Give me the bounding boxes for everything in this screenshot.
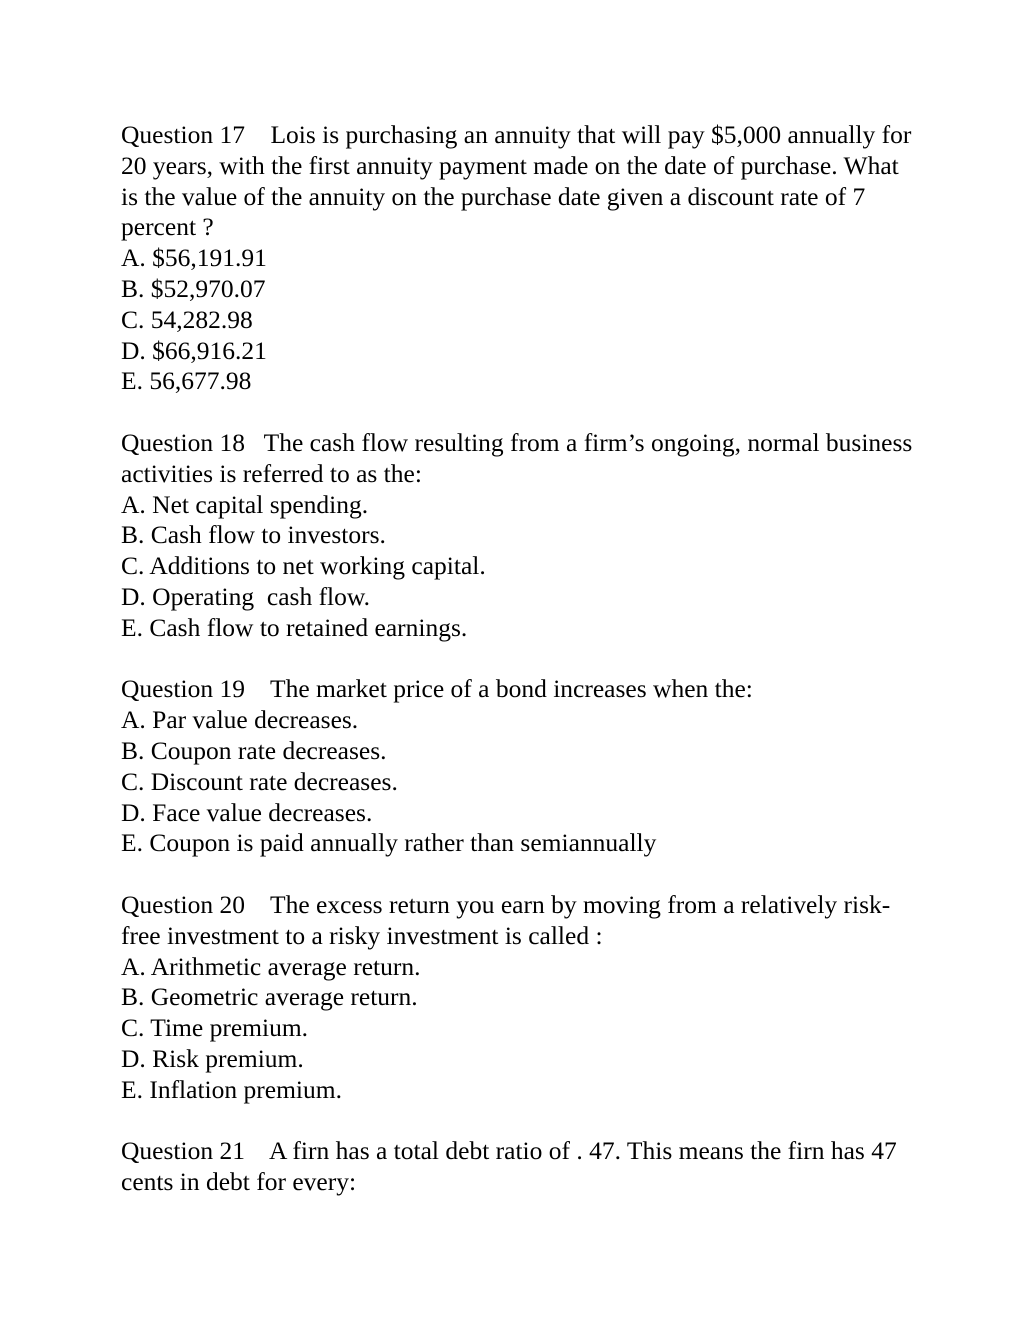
answer-option-b: B. Geometric average return. xyxy=(121,982,418,1012)
question-number: Question 19 xyxy=(121,674,245,704)
answer-option-d: D. Risk premium. xyxy=(121,1043,304,1073)
question-number: Question 20 xyxy=(121,889,245,919)
question-stem xyxy=(121,1136,921,1198)
answer-option-e: E. Cash flow to retained earnings. xyxy=(121,612,468,642)
question-text: The excess return you earn by moving from a relatively risk-free investment to a risky investment is called : xyxy=(121,889,891,950)
answer-option-e: E. Inflation premium. xyxy=(121,1074,342,1104)
answer-option-b: B. Coupon rate decreases. xyxy=(121,735,387,765)
answer-option-a: A. Arithmetic average return. xyxy=(121,951,421,981)
question-text: The cash flow resulting from a firm’s ongoing, normal business activities is referred to as the: xyxy=(121,427,919,488)
answer-option-e: E. Coupon is paid annually rather than semiannually xyxy=(121,828,657,858)
question-stem xyxy=(121,120,921,243)
answer-option-c: C. Time premium. xyxy=(121,1013,309,1043)
question-21 xyxy=(121,1136,921,1198)
answer-option-c: C. Additions to net working capital. xyxy=(121,551,486,581)
question-number: Question 21 xyxy=(121,1136,245,1166)
question-text: The market price of a bond increases when the: xyxy=(270,674,753,704)
question-20 xyxy=(121,890,921,1106)
question-stem xyxy=(121,674,921,705)
question-18 xyxy=(121,428,921,644)
answer-option-d: D. $66,916.21 xyxy=(121,335,267,365)
question-text: Lois is purchasing an annuity that will pay $5,000 annually for 20 years, with the first annuity payment made on the date of purchase. What is the value of the annuity on the purchase date given a discount rate of 7 percent ? xyxy=(121,120,918,242)
answer-option-b: B. $52,970.07 xyxy=(121,273,266,303)
answer-option-e: E. 56,677.98 xyxy=(121,366,252,396)
answer-option-a: A. $56,191.91 xyxy=(121,243,267,273)
answer-option-a: A. Par value decreases. xyxy=(121,705,359,735)
question-19 xyxy=(121,674,921,859)
answer-option-a: A. Net capital spending. xyxy=(121,489,369,519)
question-number: Question 18 xyxy=(121,427,245,457)
answer-option-d: D. Face value decreases. xyxy=(121,797,373,827)
answer-option-c: C. Discount rate decreases. xyxy=(121,766,398,796)
answer-option-d: D. Operating cash flow. xyxy=(121,581,371,611)
question-17 xyxy=(121,120,921,397)
question-number: Question 17 xyxy=(121,120,245,149)
document-page xyxy=(121,120,921,1229)
question-stem xyxy=(121,890,921,952)
question-text: A firn has a total debt ratio of . 47. This means the firn has 47 cents in debt for every: xyxy=(121,1136,904,1197)
answer-option-c: C. 54,282.98 xyxy=(121,304,253,334)
question-stem xyxy=(121,428,921,490)
answer-option-b: B. Cash flow to investors. xyxy=(121,520,386,550)
